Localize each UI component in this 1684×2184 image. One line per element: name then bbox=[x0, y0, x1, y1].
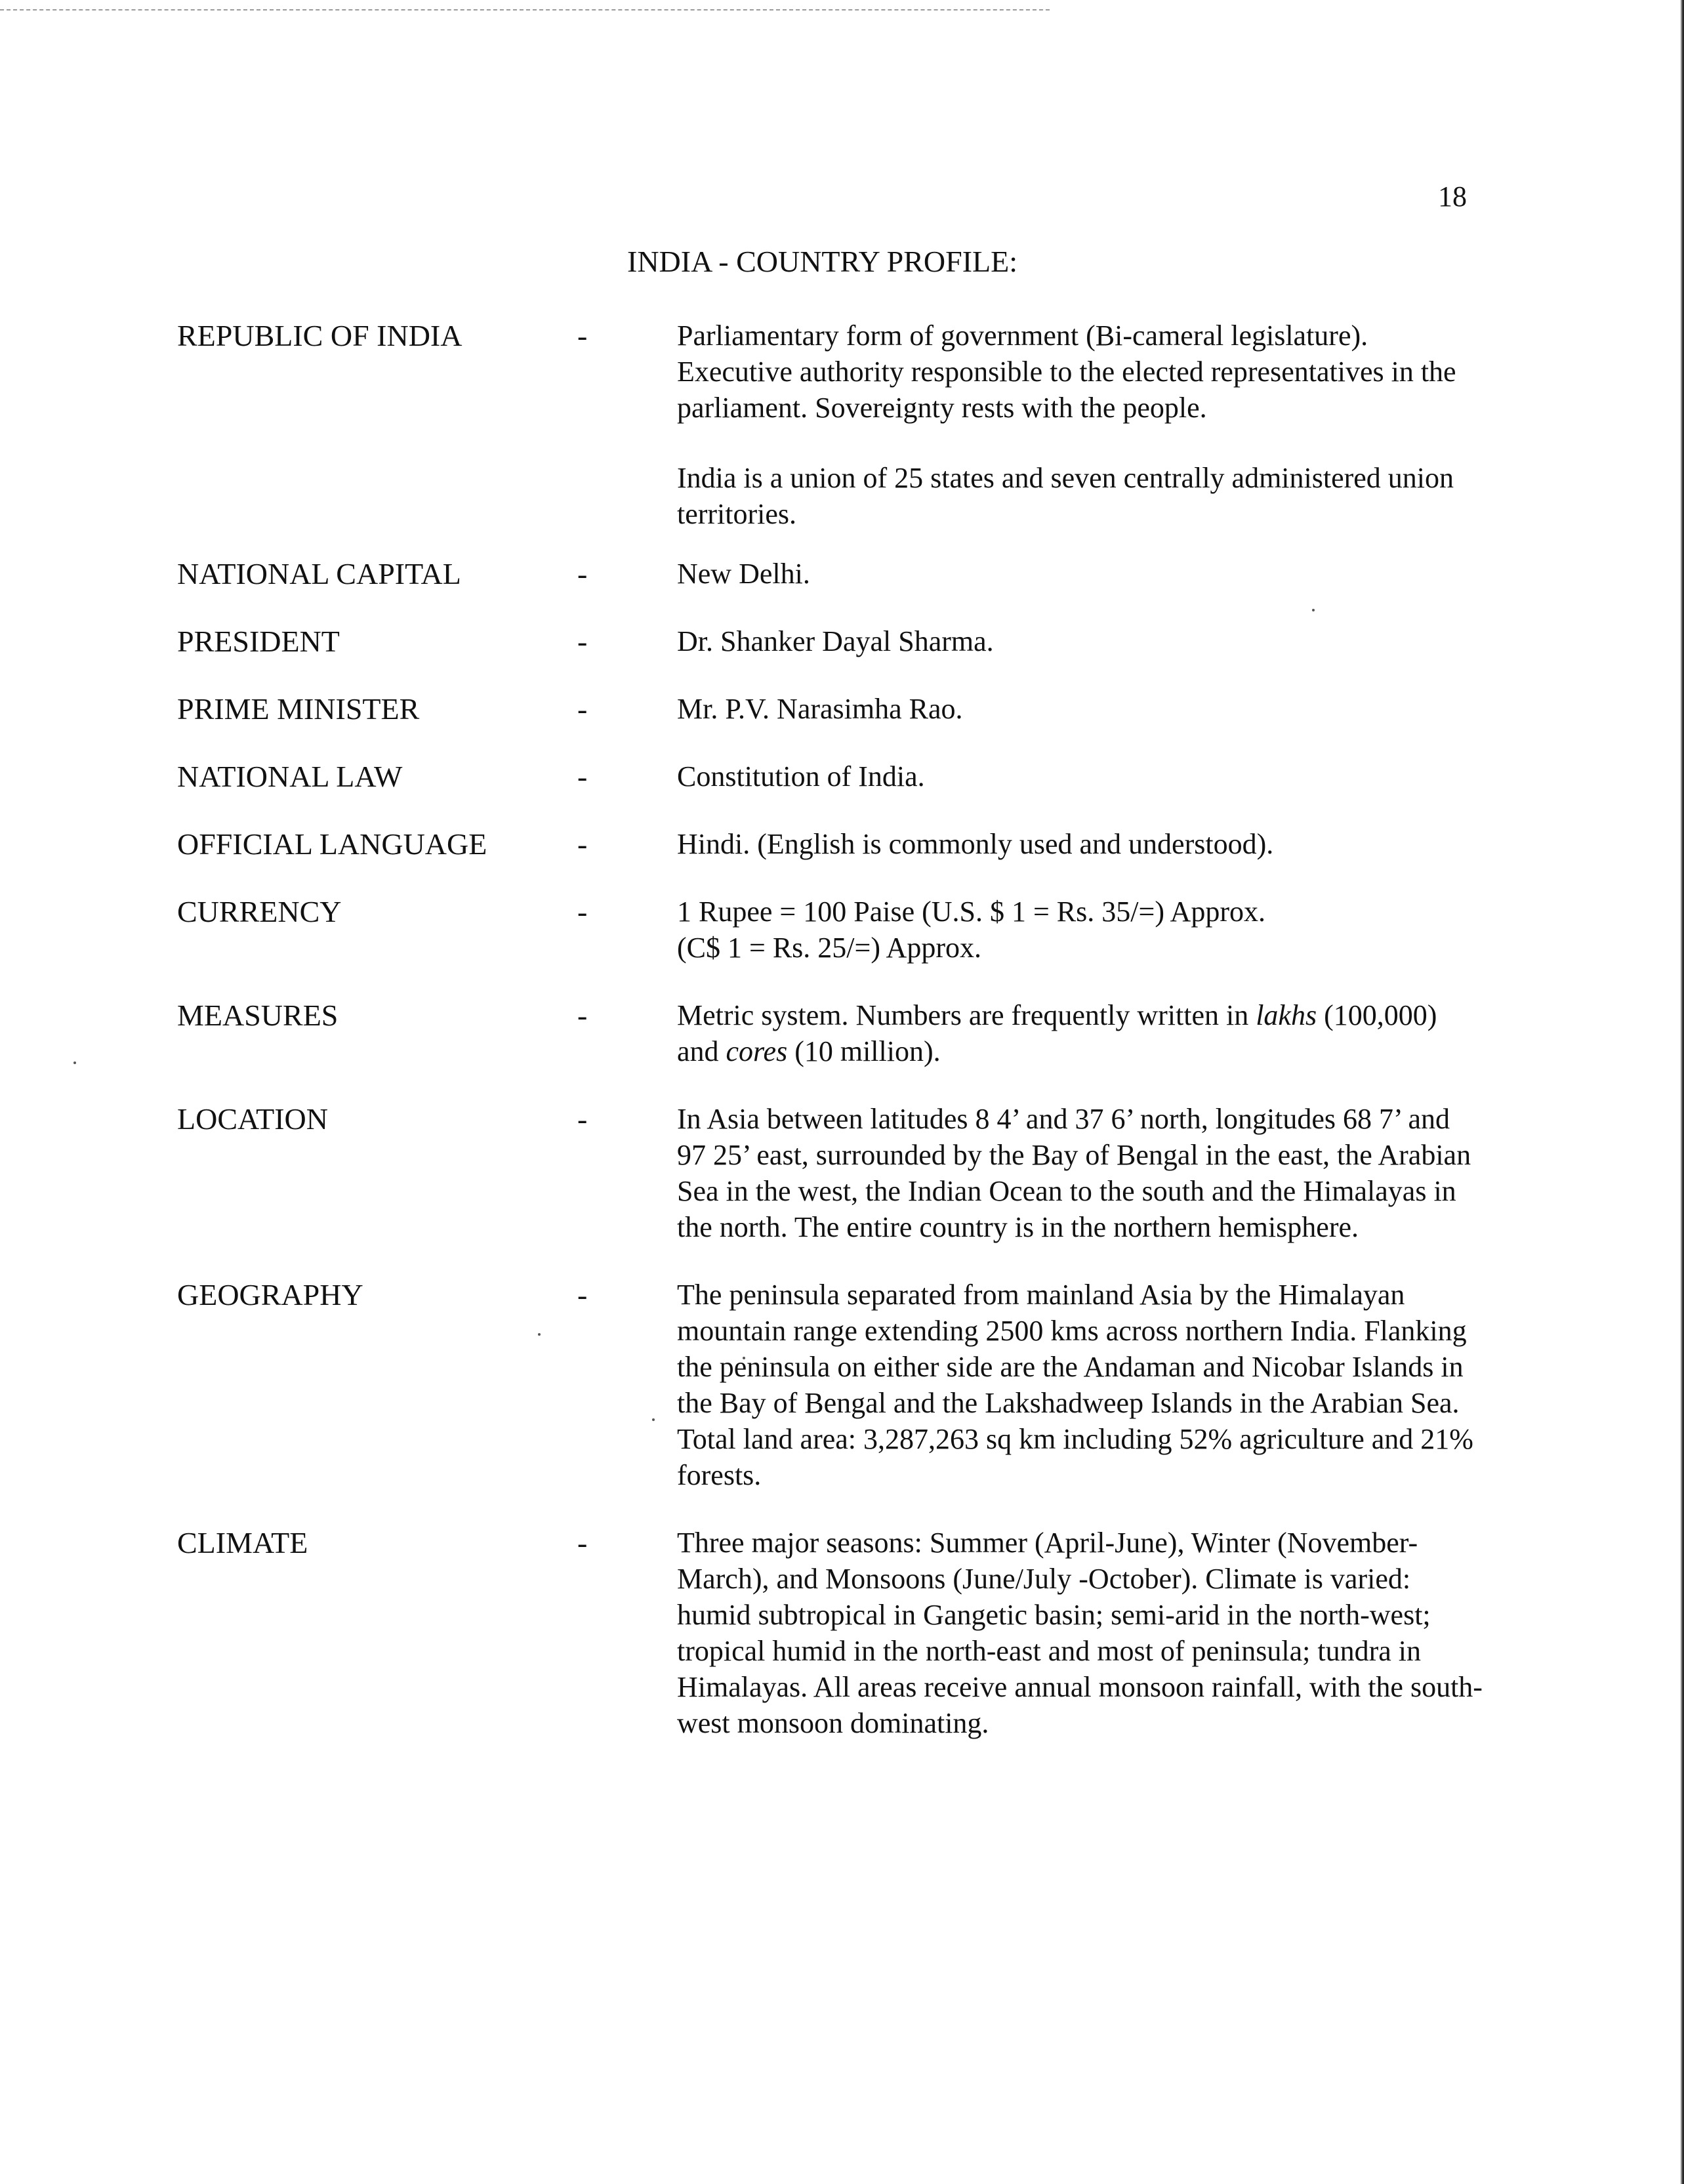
entry-description bbox=[677, 623, 1484, 659]
entry-description bbox=[677, 826, 1484, 862]
entry-president bbox=[0, 623, 1684, 659]
entry-label: GEOGRAPHY bbox=[177, 1278, 363, 1311]
entry-paragraph: The peninsula separated from mainland Asia by the Himalayan mountain range extending 2500 kms across northern India. Flanking the peninsula on either side are the Andaman and Nicobar Islands in the Bay of Bengal and the Lakshadweep Islands in the Arabian Sea. Total land area: 3,287,263 sq km including 52% agriculture and 21% forests. bbox=[677, 1279, 1473, 1491]
entry-measures bbox=[0, 997, 1684, 1069]
entry-geography bbox=[0, 1277, 1684, 1493]
measures-text: (100,000) and bbox=[677, 999, 1437, 1067]
entry-separator: - bbox=[577, 692, 588, 726]
entry-prime-minister bbox=[0, 691, 1684, 727]
entry-paragraph: Constitution of India. bbox=[677, 760, 925, 793]
entry-paragraph: Three major seasons: Summer (April-June), Winter (November-March), and Monsoons (June/July -October). Climate is varied: humid subtropical in Gangetic basin; semi-arid in the north-west; tropical humid in the north-east and most of peninsula; tundra in Himalayas. All areas receive annual monsoon rainfall, with the south-west monsoon dominating. bbox=[677, 1527, 1483, 1739]
entry-paragraph: Mr. P.V. Narasimha Rao. bbox=[677, 693, 963, 725]
page-title: INDIA - COUNTRY PROFILE: bbox=[627, 245, 1018, 278]
entry-description bbox=[677, 556, 1484, 592]
entry-label: OFFICIAL LANGUAGE bbox=[177, 827, 487, 861]
entry-label: LOCATION bbox=[177, 1102, 328, 1136]
entry-republic-of-india bbox=[0, 318, 1684, 532]
entry-paragraph: Dr. Shanker Dayal Sharma. bbox=[677, 625, 994, 657]
entry-separator: - bbox=[577, 319, 588, 352]
entry-label: PRIME MINISTER bbox=[177, 692, 420, 726]
entry-paragraph bbox=[677, 997, 1484, 1069]
entry-separator: - bbox=[577, 999, 588, 1032]
entry-label: PRESIDENT bbox=[177, 625, 340, 658]
entry-description bbox=[677, 1525, 1484, 1741]
entry-paragraph: India is a union of 25 states and seven centrally administered union territories. bbox=[677, 462, 1454, 530]
entry-label: NATIONAL CAPITAL bbox=[177, 557, 461, 590]
entry-paragraph: 1 Rupee = 100 Paise (U.S. $ 1 = Rs. 35/=) Approx. (C$ 1 = Rs. 25/=) Approx. bbox=[677, 896, 1265, 964]
entry-label: NATIONAL LAW bbox=[177, 760, 403, 793]
entry-official-language bbox=[0, 826, 1684, 862]
entry-climate bbox=[0, 1525, 1684, 1741]
entry-description bbox=[677, 997, 1484, 1069]
entry-label: REPUBLIC OF INDIA bbox=[177, 319, 462, 352]
entry-separator: - bbox=[577, 760, 588, 793]
entry-description bbox=[677, 318, 1484, 532]
entry-national-law bbox=[0, 758, 1684, 794]
entry-label: CURRENCY bbox=[177, 895, 342, 928]
entry-separator: - bbox=[577, 1278, 588, 1311]
entry-label: CLIMATE bbox=[177, 1526, 308, 1559]
measures-text: (10 million). bbox=[787, 1035, 941, 1067]
entry-separator: - bbox=[577, 827, 588, 861]
entry-paragraph: Hindi. (English is commonly used and understood). bbox=[677, 828, 1274, 860]
scan-top-rule bbox=[0, 9, 1050, 10]
entry-separator: - bbox=[577, 1526, 588, 1559]
entry-description bbox=[677, 1101, 1484, 1245]
entry-separator: - bbox=[577, 557, 588, 590]
entry-paragraph: New Delhi. bbox=[677, 558, 810, 590]
cores-term: cores bbox=[726, 1035, 788, 1067]
entry-separator: - bbox=[577, 625, 588, 658]
entry-description bbox=[677, 691, 1484, 727]
entry-location bbox=[0, 1101, 1684, 1245]
entry-description bbox=[677, 1277, 1484, 1493]
entry-label: MEASURES bbox=[177, 999, 339, 1032]
entry-description bbox=[677, 758, 1484, 794]
measures-text: Metric system. Numbers are frequently written in bbox=[677, 999, 1256, 1031]
entry-paragraph: Parliamentary form of government (Bi-cameral legislature). Executive authority responsible to the elected representatives in the parliament. Sovereignty rests with the people. bbox=[677, 319, 1456, 424]
profile-entries bbox=[0, 318, 1684, 1773]
lakhs-term: lakhs bbox=[1256, 999, 1317, 1031]
entry-paragraph: In Asia between latitudes 8 4’ and 37 6’ north, longitudes 68 7’ and 97 25’ east, surrounded by the Bay of Bengal in the east, the Arabian Sea in the west, the Indian Ocean to the south and the Himalayas in the north. The entire country is in the northern hemisphere. bbox=[677, 1103, 1471, 1243]
entry-separator: - bbox=[577, 1102, 588, 1136]
page-number: 18 bbox=[1438, 180, 1467, 213]
entry-description bbox=[677, 894, 1484, 966]
entry-currency bbox=[0, 894, 1684, 966]
entry-separator: - bbox=[577, 895, 588, 928]
entry-national-capital bbox=[0, 556, 1684, 592]
